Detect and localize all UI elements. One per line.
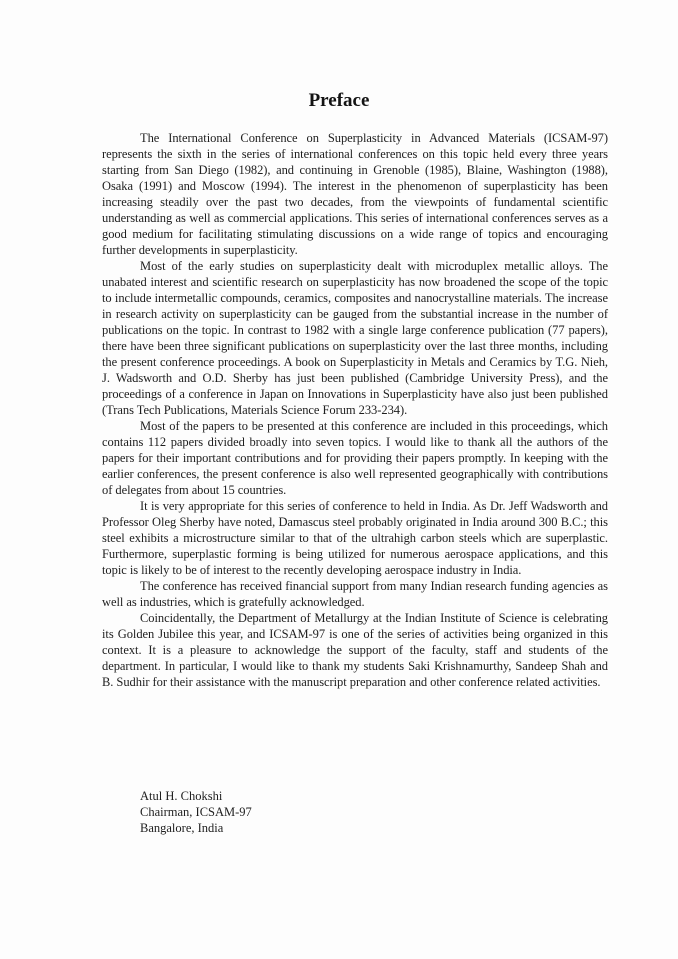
paragraph-2: Most of the early studies on superplasticity dealt with microduplex metallic alloys. The unabated interest and scientific research on superplasticity has now broadened the scope of the topic to include intermetallic compounds, ceramics, composites and nanocrystalline materials. The increase in research activity on superplasticity can be gauged from the substantial increase in the number of publications on the topic. In contrast to 1982 with a single large conference publication (77 papers), there have been three significant publications on superplasticity over the last three months, including the present conference proceedings. A book on Superplasticity in Metals and Ceramics by T.G. Nieh, J. Wadsworth and O.D. Sherby has just been published (Cambridge University Press), and the proceedings of a conference in Japan on Innovations in Superplasticity have also just been published (Trans Tech Publications, Materials Science Forum 233-234). (102, 259, 608, 417)
paragraph-5: The conference has received financial support from many Indian research funding agencies as well as industries, which is gratefully acknowledged. (102, 579, 608, 609)
paragraph-4: It is very appropriate for this series of conference to held in India. As Dr. Jeff Wadsworth and Professor Oleg Sherby have noted, Damascus steel probably originated in India around 300 B.C.; this steel exhibits a microstructure similar to that of the ultrahigh carbon steels which are superplastic. Furthermore, superplastic forming is being utilized for numerous aerospace applications, and this topic is likely to be of interest to the recently developing aerospace industry in India. (102, 499, 608, 577)
signature-location: Bangalore, India (140, 821, 224, 835)
paragraph-1: The International Conference on Superplasticity in Advanced Materials (ICSAM-97) represents the sixth in the series of international conferences on this topic held every three years starting from San Diego (1982), and continuing in Grenoble (1985), Blaine, Washington (1988), Osaka (1991) and Moscow (1994). The interest in the phenomenon of superplasticity has been increasing steadily over the past two decades, from the viewpoints of fundamental scientific understanding as well as commercial applications. This series of international conferences serves as a good medium for facilitating stimulating discussions on a wide range of topics and encouraging further developments in superplasticity. (102, 131, 608, 257)
paragraph-6: Coincidentally, the Department of Metallurgy at the Indian Institute of Science is celebrating its Golden Jubilee this year, and ICSAM-97 is one of the series of activities being organized in this context. It is a pleasure to acknowledge the support of the faculty, staff and students of the department. In particular, I would like to thank my students Saki Krishnamurthy, Sandeep Shah and B. Sudhir for their assistance with the manuscript preparation and other conference related activities. (102, 611, 608, 689)
page-title: Preface (308, 90, 370, 111)
signature-position: Chairman, ICSAM-97 (140, 805, 252, 819)
signature-name: Atul H. Chokshi (140, 789, 223, 803)
paragraph-3: Most of the papers to be presented at this conference are included in this proceedings, which contains 112 papers divided broadly into seven topics. I would like to thank all the authors of the papers for their important contributions and for providing their papers promptly. In keeping with the earlier conferences, the present conference is also well represented geographically with contributions of delegates from about 15 countries. (102, 419, 608, 497)
preface-body (102, 130, 608, 690)
signature-block (140, 788, 440, 836)
